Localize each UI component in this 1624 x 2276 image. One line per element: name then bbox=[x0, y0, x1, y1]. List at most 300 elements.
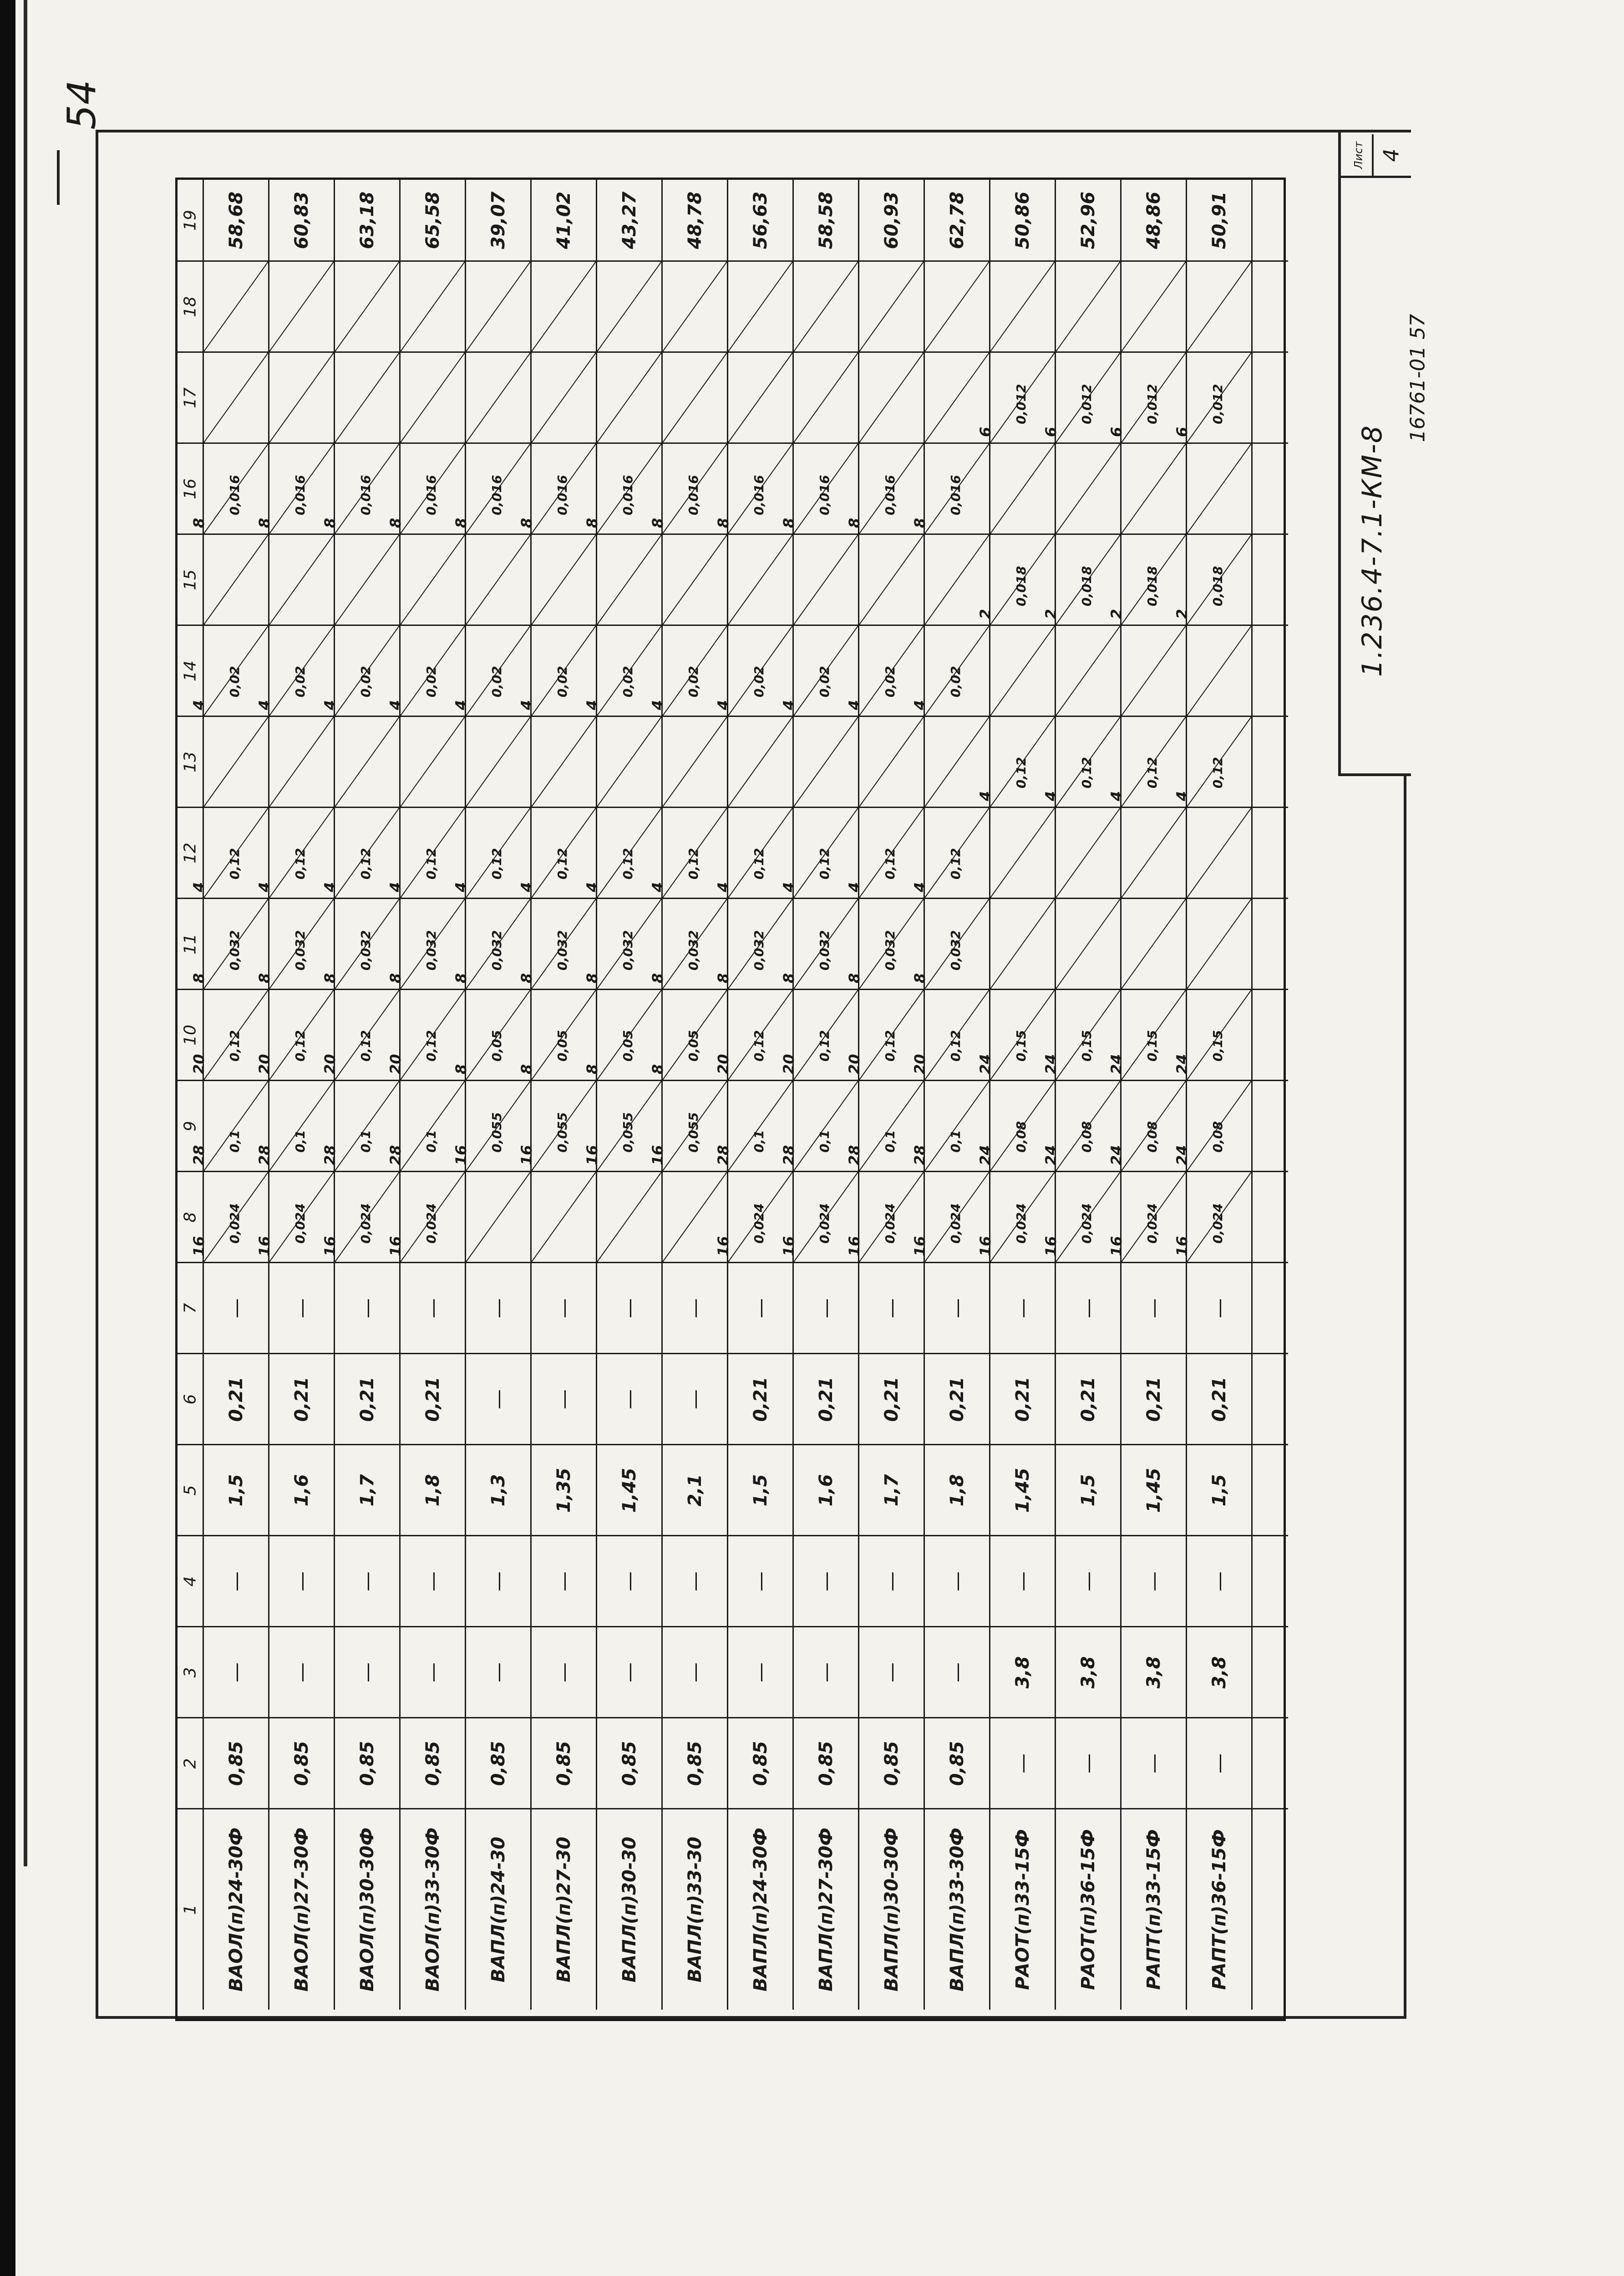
row-mark: ВАОЛ(п)33-30Ф bbox=[422, 1827, 443, 1992]
cell-count: 4 bbox=[715, 700, 732, 710]
cell-value: 0,85 bbox=[291, 1741, 312, 1786]
trailing-cell bbox=[1253, 990, 1288, 1081]
cell-mass: 0,02 bbox=[620, 666, 635, 697]
cell-value: 0,21 bbox=[1208, 1377, 1230, 1422]
cell-mass: 0,024 bbox=[817, 1203, 832, 1244]
cell-count: 24 bbox=[1173, 1145, 1191, 1165]
table-cell bbox=[1122, 1718, 1187, 1809]
table-cell bbox=[532, 1445, 597, 1536]
cell-value: — bbox=[618, 1298, 641, 1318]
cell-mass: 0,1 bbox=[424, 1130, 439, 1153]
cell-value: 0,21 bbox=[946, 1377, 968, 1422]
cell-mass: 0,012 bbox=[1079, 384, 1094, 424]
cell-value: — bbox=[814, 1662, 837, 1682]
cell-value: 2,1 bbox=[684, 1474, 705, 1506]
diagonal-rule bbox=[728, 717, 792, 807]
row-mark: ВАОЛ(п)24-30Ф bbox=[225, 1827, 247, 1992]
row-total: 56,63 bbox=[750, 191, 771, 249]
cell-count: 20 bbox=[256, 1054, 273, 1074]
table-cell bbox=[1173, 535, 1253, 626]
cell-mass: 0,024 bbox=[227, 1203, 242, 1244]
cell-count: 8 bbox=[452, 518, 470, 528]
table-cell bbox=[663, 1445, 728, 1536]
cell-value: — bbox=[1208, 1571, 1231, 1591]
table-cell bbox=[859, 1809, 925, 2010]
table-cell bbox=[532, 180, 597, 262]
table-cell bbox=[1187, 626, 1253, 717]
cell-mass: 0,1 bbox=[751, 1130, 766, 1153]
table-cell bbox=[335, 180, 401, 262]
table-cell bbox=[663, 262, 728, 353]
cell-mass: 0,08 bbox=[1210, 1121, 1225, 1153]
cell-mass: 0,12 bbox=[424, 1030, 439, 1062]
cell-count: 8 bbox=[715, 973, 732, 983]
cell-count: 4 bbox=[1108, 791, 1125, 801]
table-cell bbox=[663, 1263, 728, 1354]
cell-mass: 0,02 bbox=[751, 666, 766, 697]
table-cell bbox=[597, 1718, 663, 1809]
table-grid bbox=[175, 178, 1286, 2021]
sheet-label: Лист bbox=[1345, 134, 1374, 176]
cell-value: 0,21 bbox=[225, 1377, 247, 1422]
trailing-cell bbox=[1253, 180, 1288, 262]
cell-mass: 0,05 bbox=[555, 1030, 570, 1062]
diagonal-rule bbox=[1122, 444, 1186, 533]
table-cell bbox=[269, 1809, 335, 2010]
diagonal-rule bbox=[597, 353, 661, 442]
diagonal-rule bbox=[990, 444, 1055, 533]
row-total: 63,18 bbox=[356, 191, 378, 249]
table-cell bbox=[1056, 262, 1122, 353]
diagonal-rule bbox=[532, 353, 596, 442]
cell-mass: 0,032 bbox=[293, 930, 308, 970]
column-number: 3 bbox=[181, 1667, 199, 1677]
diagonal-rule bbox=[466, 717, 530, 807]
table-cell bbox=[204, 1263, 269, 1354]
table-cell bbox=[335, 1627, 401, 1718]
column-number-cell bbox=[178, 1354, 204, 1445]
cell-value: 0,85 bbox=[553, 1741, 574, 1786]
cell-mass: 0,024 bbox=[293, 1203, 308, 1244]
cell-value: 1,6 bbox=[815, 1474, 837, 1506]
diagonal-rule bbox=[466, 353, 530, 442]
scan-edge bbox=[0, 0, 15, 2276]
table-cell bbox=[990, 1536, 1056, 1627]
row-mark: ВАПЛ(п)27-30Ф bbox=[815, 1828, 837, 1992]
cell-count: 8 bbox=[256, 973, 273, 983]
table-cell bbox=[1173, 353, 1253, 444]
cell-count: 24 bbox=[1042, 1054, 1060, 1074]
cell-value: — bbox=[945, 1571, 969, 1591]
table-cell bbox=[728, 353, 794, 444]
column-number-cell bbox=[178, 180, 204, 262]
row-total: 58,68 bbox=[225, 191, 247, 249]
table-cell bbox=[269, 717, 335, 808]
trailing-cell bbox=[1253, 899, 1288, 990]
diagonal-rule bbox=[1187, 262, 1251, 351]
row-total: 48,86 bbox=[1143, 191, 1164, 249]
cell-mass: 0,016 bbox=[424, 475, 439, 515]
cell-mass: 0,15 bbox=[1014, 1030, 1029, 1062]
cell-count: 8 bbox=[649, 1064, 666, 1074]
cell-value: — bbox=[421, 1571, 444, 1591]
cell-count: 4 bbox=[190, 882, 208, 892]
table-cell bbox=[794, 180, 859, 262]
cell-mass: 0,12 bbox=[358, 848, 373, 879]
cell-value: — bbox=[1142, 1298, 1165, 1318]
diagonal-rule bbox=[532, 717, 596, 807]
table-cell bbox=[728, 1354, 794, 1445]
table-cell bbox=[204, 1536, 269, 1627]
table-cell bbox=[925, 1263, 990, 1354]
cell-mass: 0,1 bbox=[293, 1130, 308, 1153]
table-cell bbox=[859, 353, 925, 444]
cell-mass: 0,12 bbox=[489, 848, 504, 879]
cell-value: — bbox=[945, 1662, 969, 1682]
diagonal-rule bbox=[1122, 626, 1186, 716]
cell-mass: 0,012 bbox=[1014, 384, 1029, 424]
diagonal-rule bbox=[597, 1172, 661, 1262]
trailing-cell bbox=[1253, 262, 1288, 353]
diagonal-rule bbox=[859, 353, 924, 442]
row-total: 50,86 bbox=[1012, 191, 1033, 249]
cell-count: 28 bbox=[780, 1145, 797, 1165]
table-cell bbox=[990, 808, 1056, 899]
cell-mass: 0,032 bbox=[489, 930, 504, 970]
cell-value: — bbox=[1076, 1753, 1100, 1773]
cell-count: 16 bbox=[452, 1145, 470, 1165]
table-cell bbox=[925, 1354, 990, 1445]
diagonal-rule bbox=[532, 1172, 596, 1262]
cell-mass: 0,02 bbox=[358, 666, 373, 697]
cell-value: 0,21 bbox=[881, 1377, 902, 1422]
table-cell bbox=[387, 1172, 466, 1263]
column-number: 8 bbox=[181, 1212, 199, 1222]
table-cell bbox=[401, 1354, 466, 1445]
column-number: 9 bbox=[181, 1121, 199, 1131]
cell-mass: 0,032 bbox=[883, 930, 898, 970]
table-cell bbox=[728, 1809, 794, 2010]
table-cell bbox=[401, 1627, 466, 1718]
cell-mass: 0,032 bbox=[555, 930, 570, 970]
cell-value: — bbox=[618, 1571, 641, 1591]
table-cell bbox=[990, 1354, 1056, 1445]
column-number: 4 bbox=[181, 1576, 199, 1586]
column-number: 16 bbox=[181, 478, 199, 499]
table-cell bbox=[466, 1718, 532, 1809]
trailing-cell bbox=[1253, 353, 1288, 444]
cell-count: 4 bbox=[321, 882, 339, 892]
diagonal-rule bbox=[401, 535, 465, 625]
diagonal-rule bbox=[990, 899, 1055, 989]
table-cell bbox=[532, 1354, 597, 1445]
cell-count: 8 bbox=[584, 518, 601, 528]
cell-mass: 0,032 bbox=[620, 930, 635, 970]
table-cell bbox=[663, 1354, 728, 1445]
cell-value: — bbox=[749, 1298, 772, 1318]
table-cell bbox=[1056, 808, 1122, 899]
cell-mass: 0,1 bbox=[948, 1130, 963, 1153]
table-cell bbox=[794, 1536, 859, 1627]
table-cell bbox=[204, 353, 269, 444]
table-cell bbox=[1173, 990, 1253, 1081]
table-cell bbox=[335, 1263, 401, 1354]
cell-mass: 0,08 bbox=[1079, 1121, 1094, 1153]
cell-mass: 0,012 bbox=[1210, 384, 1225, 424]
cell-count: 24 bbox=[977, 1145, 994, 1165]
cell-count: 4 bbox=[780, 882, 797, 892]
cell-value: — bbox=[814, 1571, 837, 1591]
cell-count: 16 bbox=[977, 1236, 994, 1256]
cell-value: — bbox=[880, 1298, 903, 1318]
diagonal-rule bbox=[1056, 626, 1120, 716]
cell-count: 6 bbox=[977, 427, 994, 437]
cell-count: 8 bbox=[780, 518, 797, 528]
table-cell bbox=[728, 1445, 794, 1536]
table-cell bbox=[335, 262, 401, 353]
table-cell bbox=[663, 1809, 728, 2010]
table-cell bbox=[204, 1627, 269, 1718]
diagonal-rule bbox=[925, 262, 989, 351]
cell-count: 8 bbox=[649, 518, 666, 528]
cell-value: 3,8 bbox=[1143, 1656, 1164, 1688]
cell-mass: 0,02 bbox=[489, 666, 504, 697]
table-cell bbox=[911, 899, 990, 990]
table-cell bbox=[859, 1445, 925, 1536]
cell-count: 4 bbox=[387, 700, 404, 710]
table-cell bbox=[1187, 262, 1253, 353]
table-cell bbox=[466, 1809, 532, 2010]
cell-value: — bbox=[421, 1662, 444, 1682]
table-cell bbox=[911, 808, 990, 899]
table-cell bbox=[597, 353, 663, 444]
cell-count: 16 bbox=[1108, 1236, 1125, 1256]
cell-mass: 0,12 bbox=[620, 848, 635, 879]
table-cell bbox=[794, 1263, 859, 1354]
trailing-cell bbox=[1253, 1627, 1288, 1718]
table-cell bbox=[204, 262, 269, 353]
row-total: 39,07 bbox=[487, 191, 509, 249]
table-cell bbox=[794, 1627, 859, 1718]
table-cell bbox=[925, 1536, 990, 1627]
cell-count: 8 bbox=[911, 518, 929, 528]
cell-count: 8 bbox=[846, 518, 863, 528]
table-cell bbox=[1122, 1263, 1187, 1354]
column-number-cell bbox=[178, 1263, 204, 1354]
table-cell bbox=[859, 1354, 925, 1445]
row-total: 65,58 bbox=[422, 191, 443, 249]
table-cell bbox=[1187, 1627, 1253, 1718]
table-cell bbox=[401, 262, 466, 353]
table-cell bbox=[1187, 1263, 1253, 1354]
cell-mass: 0,018 bbox=[1145, 566, 1160, 606]
column-number-cell bbox=[178, 1536, 204, 1627]
table-cell bbox=[204, 535, 269, 626]
cell-count: 16 bbox=[321, 1236, 339, 1256]
table-cell bbox=[1187, 180, 1253, 262]
diagonal-rule bbox=[1056, 899, 1120, 989]
cell-value: — bbox=[1011, 1753, 1034, 1773]
cell-value: 0,21 bbox=[291, 1377, 312, 1422]
cell-count: 8 bbox=[584, 973, 601, 983]
table-cell bbox=[401, 1445, 466, 1536]
cell-value: 3,8 bbox=[1077, 1656, 1099, 1688]
column-number-cell bbox=[178, 535, 204, 626]
cell-value: 0,21 bbox=[1077, 1377, 1099, 1422]
cell-count: 4 bbox=[911, 700, 929, 710]
cell-value: — bbox=[421, 1298, 444, 1318]
cell-mass: 0,016 bbox=[817, 475, 832, 515]
table-cell bbox=[597, 1354, 663, 1445]
column-number: 11 bbox=[181, 933, 199, 955]
cell-mass: 0,024 bbox=[751, 1203, 766, 1244]
table-cell bbox=[401, 1718, 466, 1809]
cell-value: — bbox=[552, 1389, 575, 1409]
table-cell bbox=[663, 1627, 728, 1718]
cell-mass: 0,02 bbox=[424, 666, 439, 697]
cell-mass: 0,032 bbox=[817, 930, 832, 970]
cell-count: 8 bbox=[911, 973, 929, 983]
cell-mass: 0,018 bbox=[1014, 566, 1029, 606]
table-cell bbox=[597, 1809, 663, 2010]
diagonal-rule bbox=[466, 535, 530, 625]
diagonal-rule bbox=[597, 717, 661, 807]
cell-value: 1,7 bbox=[881, 1474, 902, 1506]
cell-count: 28 bbox=[256, 1145, 273, 1165]
cell-count: 4 bbox=[518, 700, 535, 710]
trailing-cell bbox=[1253, 808, 1288, 899]
cell-mass: 0,12 bbox=[1079, 757, 1094, 788]
table-cell bbox=[335, 1809, 401, 2010]
cell-mass: 0,032 bbox=[424, 930, 439, 970]
cell-count: 16 bbox=[911, 1236, 929, 1256]
column-number: 1 bbox=[181, 1904, 199, 1915]
cell-mass: 0,12 bbox=[358, 1030, 373, 1062]
table-cell bbox=[1056, 444, 1122, 535]
cell-mass: 0,016 bbox=[489, 475, 504, 515]
column-number: 19 bbox=[181, 209, 199, 231]
diagonal-rule bbox=[990, 626, 1055, 716]
cell-value: 1,5 bbox=[1208, 1474, 1230, 1506]
table-cell bbox=[532, 1536, 597, 1627]
diagonal-rule bbox=[794, 717, 858, 807]
cell-mass: 0,12 bbox=[555, 848, 570, 879]
row-mark: ВАПЛ(п)27-30 bbox=[553, 1836, 574, 1983]
cell-value: — bbox=[224, 1298, 248, 1318]
cell-count: 4 bbox=[452, 700, 470, 710]
cell-count: 28 bbox=[321, 1145, 339, 1165]
document-code: 1.236.4-7.1-КМ-8 bbox=[1356, 425, 1388, 677]
table-cell bbox=[859, 180, 925, 262]
cell-value: — bbox=[1011, 1298, 1034, 1318]
cell-count: 8 bbox=[518, 973, 535, 983]
cell-count: 2 bbox=[1042, 609, 1060, 619]
sheet-box bbox=[1341, 132, 1411, 178]
table-cell bbox=[728, 262, 794, 353]
cell-mass: 0,12 bbox=[948, 848, 963, 879]
cell-count: 16 bbox=[256, 1236, 273, 1256]
diagonal-rule bbox=[1056, 444, 1120, 533]
row-total: 60,83 bbox=[291, 191, 312, 249]
cell-value: 0,21 bbox=[1143, 1377, 1164, 1422]
table-cell bbox=[794, 1354, 859, 1445]
row-mark: РАПТ(п)33-15Ф bbox=[1143, 1829, 1164, 1990]
cell-mass: 0,016 bbox=[883, 475, 898, 515]
table-cell bbox=[401, 717, 466, 808]
cell-mass: 0,032 bbox=[686, 930, 701, 970]
cell-value: 1,8 bbox=[422, 1474, 443, 1506]
table-cell bbox=[1173, 1081, 1253, 1172]
cell-mass: 0,05 bbox=[686, 1030, 701, 1062]
table-cell bbox=[925, 262, 990, 353]
row-mark: ВАПЛ(п)24-30 bbox=[487, 1836, 509, 1983]
cell-count: 4 bbox=[256, 700, 273, 710]
cell-count: 4 bbox=[1042, 791, 1060, 801]
table-cell bbox=[1056, 1718, 1122, 1809]
cell-count: 8 bbox=[584, 1064, 601, 1074]
cell-count: 4 bbox=[584, 882, 601, 892]
table-cell bbox=[401, 1263, 466, 1354]
cell-value: — bbox=[355, 1298, 379, 1318]
table-cell bbox=[1187, 1354, 1253, 1445]
cell-count: 8 bbox=[321, 518, 339, 528]
cell-mass: 0,018 bbox=[1079, 566, 1094, 606]
diagonal-rule bbox=[663, 717, 727, 807]
table-cell bbox=[1173, 717, 1253, 808]
cell-mass: 0,032 bbox=[358, 930, 373, 970]
diagonal-rule bbox=[269, 717, 334, 807]
cell-mass: 0,15 bbox=[1210, 1030, 1225, 1062]
diagonal-rule bbox=[1187, 808, 1251, 898]
table-cell bbox=[532, 262, 597, 353]
table-cell bbox=[401, 1809, 466, 2010]
table-cell bbox=[1122, 1627, 1187, 1718]
cell-count: 4 bbox=[387, 882, 404, 892]
column-number: 18 bbox=[181, 296, 199, 317]
table-cell bbox=[532, 353, 597, 444]
table-cell bbox=[859, 535, 925, 626]
cell-value: — bbox=[355, 1662, 379, 1682]
cell-value: 0,85 bbox=[881, 1741, 902, 1786]
table-cell bbox=[269, 1718, 335, 1809]
cell-mass: 0,024 bbox=[358, 1203, 373, 1244]
cell-value: — bbox=[683, 1662, 706, 1682]
table-cell bbox=[335, 1536, 401, 1627]
table-cell bbox=[204, 1445, 269, 1536]
cell-value: 0,85 bbox=[946, 1741, 968, 1786]
cell-value: — bbox=[487, 1389, 510, 1409]
table-cell bbox=[728, 1627, 794, 1718]
cell-value: — bbox=[1208, 1298, 1231, 1318]
cell-mass: 0,024 bbox=[1014, 1203, 1029, 1244]
diagonal-rule bbox=[532, 262, 596, 351]
table-cell bbox=[1056, 1263, 1122, 1354]
cell-value: — bbox=[552, 1298, 575, 1318]
diagonal-rule bbox=[335, 535, 399, 625]
table-cell bbox=[466, 1627, 532, 1718]
cell-count: 6 bbox=[1042, 427, 1060, 437]
diagonal-rule bbox=[663, 535, 727, 625]
cell-value: — bbox=[290, 1298, 313, 1318]
table-cell bbox=[990, 444, 1056, 535]
cell-count: 24 bbox=[1108, 1145, 1125, 1165]
cell-count: 4 bbox=[649, 882, 666, 892]
table-cell bbox=[269, 1263, 335, 1354]
table-cell bbox=[335, 353, 401, 444]
table-cell bbox=[925, 180, 990, 262]
diagonal-rule bbox=[1122, 899, 1186, 989]
diagonal-rule bbox=[532, 535, 596, 625]
